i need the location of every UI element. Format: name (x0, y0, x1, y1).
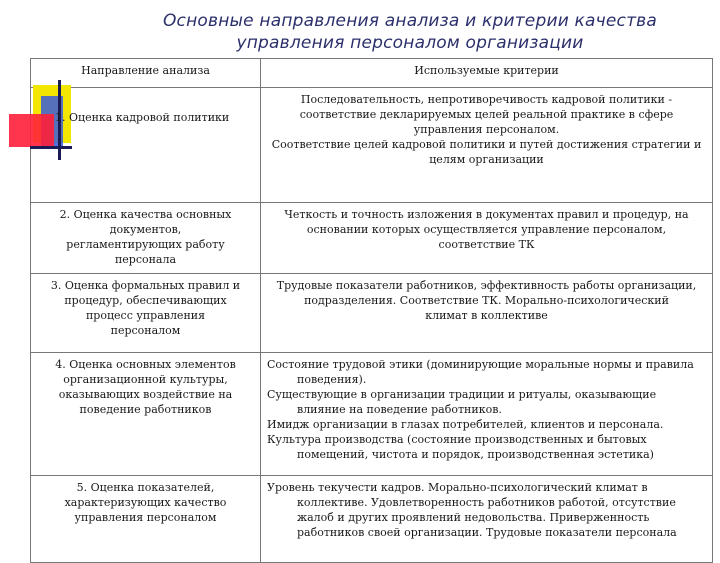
criteria-line: управления персоналом. (413, 123, 560, 136)
criteria-line: Соответствие целей кадровой политики и путей достижения стратегии и (271, 138, 702, 151)
direction-line: 4. Оценка основных элементов (55, 358, 236, 371)
criteria-line: Уровень текучести кадров. Морально-психологический климат в (267, 481, 648, 494)
direction-line: документов, (109, 223, 182, 236)
direction-line: персонала (114, 253, 177, 266)
decor-red-square (9, 114, 54, 147)
criteria-line: Имидж организации в глазах потребителей, клиентов и персонала. (267, 418, 664, 431)
criteria-line: Последовательность, непротиворечивость кадровой политики - (300, 93, 673, 106)
table-row (31, 88, 713, 203)
criteria-line: работников своей организации. Трудовые показатели персонала (297, 526, 677, 539)
direction-cell (31, 274, 261, 353)
criteria-line: Трудовые показатели работников, эффективность работы организации, (276, 279, 697, 292)
criteria-para (267, 357, 706, 387)
header-direction: Направление анализа (31, 59, 261, 88)
decor-horizontal-line (30, 146, 72, 149)
criteria-line: помещений, чистота и порядок, производственная эстетика) (297, 448, 654, 461)
criteria-line: Существующие в организации традиции и ритуалы, оказывающие (267, 388, 657, 401)
direction-cell (31, 476, 261, 563)
direction-text: 1. Оценка кадровой политики (55, 111, 230, 124)
direction-line: оказывающих воздействие на (58, 388, 233, 401)
criteria-line: соответствие ТК (438, 238, 535, 251)
direction-line: персоналом (110, 324, 181, 337)
direction-line: 3. Оценка формальных правил и (50, 279, 241, 292)
criteria-para (267, 432, 706, 462)
criteria-cell (261, 274, 713, 353)
table-row (31, 203, 713, 274)
criteria-table (30, 58, 713, 563)
direction-line: процедур, обеспечивающих (64, 294, 227, 307)
criteria-cell (261, 88, 713, 203)
criteria-line: влияние на поведение работников. (297, 403, 502, 416)
criteria-line: подразделения. Соответствие ТК. Морально-психологический (304, 294, 669, 307)
criteria-line: жалоб и других проявлений недовольства. Приверженность (297, 511, 650, 524)
direction-line: 2. Оценка качества основных (59, 208, 232, 221)
direction-line: поведение работников (79, 403, 212, 416)
criteria-para (267, 417, 706, 432)
table-header-row (31, 59, 713, 88)
criteria-cell (261, 203, 713, 274)
criteria-line: поведения). (297, 373, 367, 386)
criteria-line: коллективе. Удовлетворенность работников работой, отсутствие (297, 496, 676, 509)
table-row (31, 353, 713, 476)
direction-cell (31, 353, 261, 476)
criteria-line: Культура производства (состояние производственных и бытовых (267, 433, 647, 446)
criteria-cell (261, 353, 713, 476)
criteria-line: Четкость и точность изложения в документах правил и процедур, на (284, 208, 689, 221)
header-criteria: Используемые критерии (261, 59, 713, 88)
slide-title-line-1: Основные направления анализа и критерии качества (162, 11, 658, 31)
direction-line: организационной культуры, (63, 373, 228, 386)
slide-title-line-2: управления персоналом организации (236, 33, 584, 53)
direction-line: управления персоналом (74, 511, 217, 524)
criteria-cell (261, 476, 713, 563)
criteria-para (267, 387, 706, 417)
direction-cell (31, 203, 261, 274)
criteria-line: целям организации (429, 153, 544, 166)
criteria-line: основании которых осуществляется управление персоналом, (306, 223, 667, 236)
direction-line: регламентирующих работу (66, 238, 225, 251)
criteria-line: Состояние трудовой этики (доминирующие моральные нормы и правила (267, 358, 694, 371)
criteria-para (267, 480, 706, 540)
criteria-line: соответствие декларируемых целей реальной практике в сфере (299, 108, 674, 121)
slide-title (100, 10, 720, 54)
direction-line: 5. Оценка показателей, (76, 481, 215, 494)
criteria-line: климат в коллективе (425, 309, 548, 322)
table-row (31, 476, 713, 563)
direction-line: процесс управления (85, 309, 206, 322)
table-row (31, 274, 713, 353)
direction-line: характеризующих качество (64, 496, 227, 509)
